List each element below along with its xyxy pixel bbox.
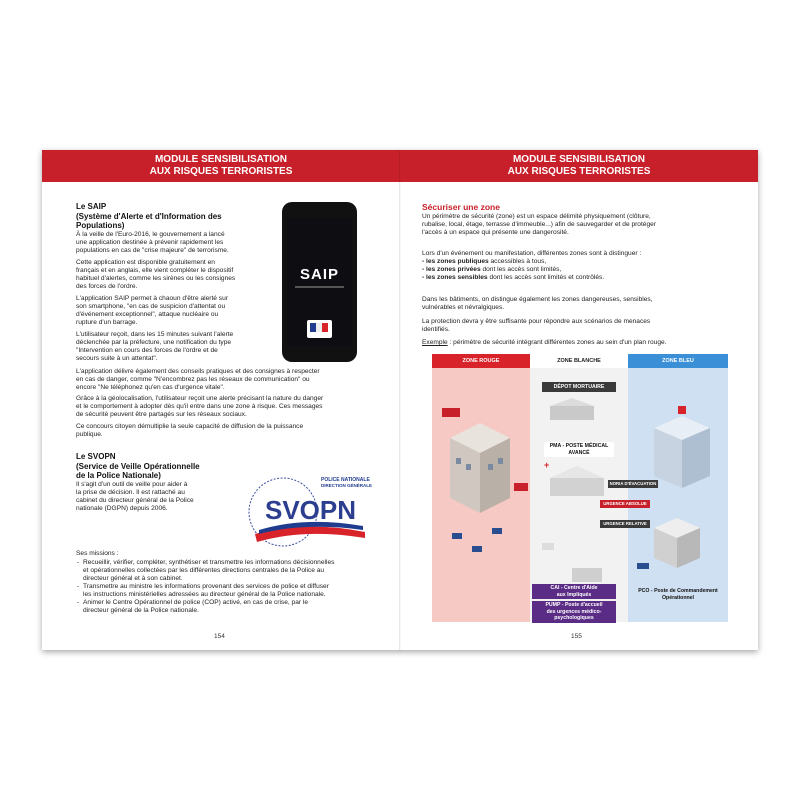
hospital-icon [654, 406, 710, 488]
zone-list-rest: dont les accès sont limités et contrôlés. [487, 274, 605, 281]
zone-paragraph-1 [422, 213, 742, 237]
list-item [83, 583, 383, 599]
urgence-relative-label: URGENCE RELATIVE [600, 520, 650, 528]
zone-list-bold: - les zones sensibles [422, 274, 488, 281]
zone-red-header: ZONE ROUGE [432, 354, 530, 368]
missions-title: Ses missions : [76, 550, 119, 557]
pump-label-line: PUMP - Poste d'accueil [545, 602, 603, 608]
saip-paragraph-4 [76, 331, 276, 363]
pco-label-line: PCO - Poste de Commandement [638, 588, 718, 594]
cai-tent-icon [572, 568, 602, 582]
example-text: : périmètre de sécurité intégrant différentes zones au sein d'un plan rouge. [447, 339, 667, 346]
svopn-title: Le SVOPN [76, 452, 116, 461]
svopn-paragraph-1 [76, 481, 246, 513]
zone-white-header: ZONE BLANCHE [530, 354, 628, 368]
zone-paragraph-2 [422, 250, 742, 282]
left-page [42, 150, 400, 650]
security-zones-diagram [432, 354, 728, 622]
pump-label [532, 601, 616, 623]
saip-subtitle-1: (Système d'Alerte et d'Information des [76, 212, 222, 221]
police-car-icon [492, 528, 502, 534]
page-number-left: 154 [214, 633, 225, 640]
text-line: la prise de décision. Il est rattaché au [76, 489, 185, 496]
phone-screen [287, 218, 352, 346]
text-line: - Animer le Centre Opérationnel de police (COP) activé, en cas de crise, par le [83, 599, 309, 606]
pma-label [544, 442, 614, 457]
zone-list-rest: accessibles à tous, [488, 258, 547, 265]
text-line: en cas de danger, comme "N'encombrez pas les réseaux de communication" ou [76, 376, 310, 383]
banner-line-2: AUX RISQUES TERRORISTES [149, 166, 293, 177]
text-line: son smartphone, "en cas de suspicion d'attentat ou [76, 303, 226, 310]
building-icon [450, 423, 510, 513]
zone-blue-header: ZONE BLEU [628, 354, 728, 368]
missions-list [76, 559, 383, 615]
saip-title: Le SAIP [76, 202, 107, 211]
text-line: identifiés. [422, 326, 450, 333]
text-line: des forces de l'ordre. [76, 283, 138, 290]
list-item [83, 599, 383, 615]
cai-label-line: CAI - Centre d'Aide [550, 585, 598, 591]
banner-line-1: MODULE SENSIBILISATION [512, 154, 646, 165]
saip-logo-underline [295, 286, 344, 288]
svopn-org-line-2: DIRECTION GÉNÉRALE [321, 483, 373, 488]
text-line: l'accès à un espace qui présente une dangerosité. [422, 229, 569, 236]
pump-label-line: psychologiques [554, 615, 594, 621]
saip-paragraph-3 [76, 295, 276, 327]
depot-label: DÉPOT MORTUAIRE [542, 382, 616, 392]
saip-subtitle-2: Populations) [76, 221, 125, 230]
text-line: directeur général de la Police nationale. [83, 607, 199, 614]
svopn-logo [245, 472, 375, 552]
pco-label [630, 588, 726, 601]
text-line: et le comportement à adopter dès qu'il entre dans une zone à risque. Ces messages [76, 403, 323, 410]
booklet-spread [42, 150, 758, 650]
ambulance-icon [542, 543, 554, 550]
zone-list-item [422, 274, 742, 282]
cai-label [532, 584, 616, 599]
text-line: habituel d'alertes, comme les sirènes ou les consignes [76, 275, 236, 282]
text-line: "Intervention en cours des forces de l'ordre et de [76, 347, 218, 354]
text-line: d'événement exceptionnel", attaque nucléaire ou [76, 311, 219, 318]
fire-truck-icon [514, 483, 528, 491]
text-line: Dans les bâtiments, on distingue également les zones dangereuses, sensibles, [422, 296, 653, 303]
zone-list-rest: dont les accès sont limités, [480, 266, 562, 273]
text-line: L'utilisateur reçoit, dans les 15 minutes suivant l'alerte [76, 331, 234, 338]
list-item [83, 559, 383, 583]
text-line: encore "Ne téléphonez qu'en cas d'urgence vitale". [76, 384, 225, 391]
noria-label: NORIA D'ÉVACUATION [609, 481, 657, 486]
svopn-subtitle-1: (Service de Veille Opérationnelle [76, 462, 200, 471]
text-line: de sécurité peuvent être partagés sur les réseaux sociaux. [76, 411, 247, 418]
text-line: cabinet du directeur général de la Police [76, 497, 194, 504]
text-line: rubalise, local, étage, terrasse d'immeuble...) afin de sauvegarder et de protéger [422, 221, 657, 228]
text-line: vulnérables et névralgiques. [422, 304, 505, 311]
svopn-logo-text: SVOPN [265, 495, 357, 525]
right-banner [400, 150, 758, 182]
text-line: déclenchée par la préfecture, une notification du type [76, 339, 232, 346]
right-page [400, 150, 758, 650]
text-line: Lors d'un événement ou manifestation, différentes zones sont à distinguer : [422, 250, 642, 257]
text-line: À la veille de l'Euro-2016, le gouvernement a lancé [76, 231, 225, 238]
text-line: secours suite à un attentat". [76, 355, 158, 362]
saip-paragraph-2 [76, 259, 276, 291]
pma-label-line: PMA - POSTE MÉDICAL [549, 443, 609, 449]
banner-line-2: AUX RISQUES TERRORISTES [507, 166, 651, 177]
saip-paragraph-7 [76, 423, 376, 439]
french-flag-icon [307, 320, 332, 338]
zone-list-bold: - les zones publiques [422, 258, 489, 265]
zone-paragraph-4 [422, 318, 742, 334]
text-line: Ce concours citoyen démultiplie la seule capacité de diffusion de la puissance [76, 423, 304, 430]
example-line [422, 339, 742, 347]
saip-paragraph-6 [76, 395, 376, 419]
left-banner [42, 150, 400, 182]
text-line: et opérationnelles collectées par les différentes directions centrales de la Police au [83, 567, 325, 574]
text-line: La protection devra y être suffisante pour répondre aux scénarios de menaces [422, 318, 651, 325]
text-line: Un périmètre de sécurité (zone) est un espace délimité physiquement (clôture, [422, 213, 651, 220]
text-line: directeur général et à son cabinet. [83, 575, 183, 582]
urgence-absolue-label: URGENCE ABSOLUE [600, 500, 650, 508]
pco-building-icon [654, 518, 700, 568]
saip-logo: SAIP [299, 266, 339, 283]
pump-label-line: des urgences médico- [546, 608, 602, 615]
text-line: populations en cas de "crise majeure" de terrorisme. [76, 247, 229, 254]
svopn-org-line-1: POLICE NATIONALE [321, 477, 370, 483]
text-line: - Recueillir, vérifier, compléter, synthétiser et transmettre les informations décisionnelles [83, 559, 335, 566]
text-line: Cette application est disponible gratuitement en [76, 259, 215, 266]
text-line: L'application SAIP permet à chaoun d'être alerté sur [76, 295, 228, 302]
cai-label-line: aux Impliqués [556, 591, 592, 598]
svopn-subtitle-2: de la Police Nationale) [76, 471, 161, 480]
text-line: L'application délivre également des conseils pratiques et des consignes à respecter [76, 368, 320, 375]
pma-label-line: AVANCÉ [568, 449, 590, 456]
saip-paragraph-5 [76, 368, 376, 392]
saip-paragraph-1 [76, 231, 276, 255]
text-line: - Transmettre au ministre les informations provenant des services de police et diffuser [83, 583, 329, 590]
police-car-icon [637, 563, 649, 569]
text-line: rupture d'un barrage. [76, 319, 138, 326]
section-title: Sécuriser une zone [422, 202, 500, 212]
police-car-icon [452, 533, 462, 539]
example-label: Exemple [422, 339, 448, 346]
banner-line-1: MODULE SENSIBILISATION [154, 154, 288, 165]
text-line: les instructions ministérielles adressées au directeur général de la Police nationale. [83, 591, 326, 598]
text-line: une application destinée à prévenir rapidement les [76, 239, 224, 246]
zone-list-item [422, 266, 742, 274]
smartphone-image [282, 202, 357, 362]
zone-list-bold: - les zones privées [422, 266, 481, 273]
text-line: nationale (DGPN) depuis 2006. [76, 505, 168, 512]
fire-truck-icon [442, 408, 460, 417]
pco-label-line: Opérationnel [662, 594, 694, 601]
page-number-right: 155 [571, 633, 582, 640]
zone-list-item [422, 258, 742, 266]
text-line: français et en anglais, elle vient compléter le dispositif [76, 267, 234, 274]
text-line: Grâce à la géolocalisation, l'utilisateur reçoit une alerte précisant la nature du danger [76, 395, 324, 402]
svg-text:+: + [544, 460, 550, 470]
text-line: Il s'agit d'un outil de veille pour aider à [76, 481, 188, 488]
police-car-icon [472, 546, 482, 552]
text-line: publique. [76, 431, 103, 438]
zone-paragraph-3 [422, 296, 742, 312]
